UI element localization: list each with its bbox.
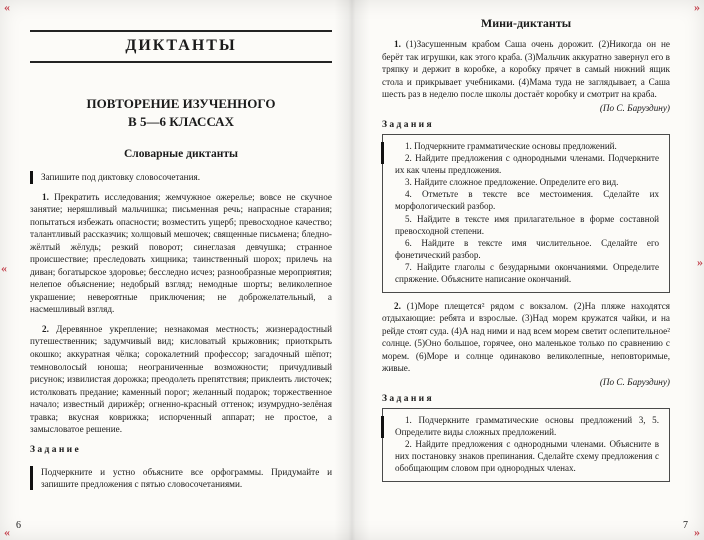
- task-item: 1. Подчеркните грамматические основы предложений 3, 5. Определите виды сложных предложений.: [395, 414, 659, 437]
- crop-mark-icon: «: [4, 0, 10, 14]
- task-instruction: Подчеркните и устно объясните все орфограммы. Придумайте и запишите предложения с пятью словосочетаниями.: [30, 466, 332, 491]
- task-label: З а д а н и е: [30, 444, 79, 455]
- crop-mark-icon: «: [1, 261, 7, 275]
- task-item: 5. Найдите в тексте имя прилагательное в форме составной превосходной степени.: [395, 213, 659, 236]
- task-item: 4. Отметьте в тексте все местоимения. Сделайте их морфологический разбор.: [395, 189, 659, 212]
- crop-mark-icon: »: [694, 0, 700, 14]
- paragraph-text: Деревянное укрепление; незнакомая местность; жизнерадостный путешественник; задумчивый вид; кисловатый крыжовник; приоткрыть окошко; аккуратная чёлка; сорокалетний профессор; загадочный шёпот; темноволосый юноша; неограниченные возможности; причудливый рисунок; извилистая дорожка; преодолеть препятствия; приклеить листочек; истолковать предание; каменный порог; желанный подарок; торжественное начало; известный дирижёр; огненно-красный оттенок; изумрудно-зелёная травка; вкусная коврижка; испорченный аппарат; не простое, а замысловатое решение.: [30, 323, 333, 435]
- task-item: 3. Найдите сложное предложение. Определите его вид.: [405, 177, 619, 188]
- dictation-text: [382, 300, 670, 375]
- task-item: 7. Найдите глаголы с безударными окончаниями. Определите спряжение. Объясните написание окончаний.: [395, 262, 659, 285]
- dictation-paragraph: [30, 323, 332, 436]
- tasks-box: [382, 134, 670, 293]
- crop-mark-icon: «: [4, 525, 10, 539]
- section-title: Мини-диктанты: [480, 16, 572, 30]
- text-body: (1)Засушенным крабом Саша очень дорожит. (2)Никогда он не берёт так игрушки, как этого краба. (3)Мальчик аккуратно завернул его в тряпку и держит в коробке, а коробку прячет в самый нижний ящик стола и прикрывает учебниками. (4)Мама туда не заглядывает, а Саша шесть раз в неделю после школы достаёт коробку и смотрит на краба.: [382, 39, 670, 100]
- section-heading-line1: ПОВТОРЕНИЕ ИЗУЧЕННОГО: [86, 96, 276, 111]
- chapter-title: ДИКТАНТЫ: [30, 30, 332, 63]
- subsection-heading: Словарные диктанты: [123, 148, 239, 161]
- crop-mark-icon: »: [697, 255, 703, 269]
- tasks-label: З а д а н и я: [382, 119, 432, 130]
- dictation-instruction: Запишите под диктовку словосочетания.: [30, 171, 332, 183]
- section-heading: [30, 95, 332, 131]
- text-number: 2.: [394, 300, 401, 311]
- crop-mark-icon: »: [694, 525, 700, 539]
- task-item: 1. Подчеркните грамматические основы предложений.: [405, 140, 617, 151]
- attribution: (По С. Баруздину): [599, 376, 670, 387]
- tasks-box: [382, 408, 670, 482]
- page-number: 6: [16, 520, 21, 531]
- dictation-paragraph: [30, 191, 332, 316]
- task-item: 6. Найдите в тексте имя числительное. Сделайте его фонетический разбор.: [395, 237, 659, 261]
- section-heading-line2: В 5—6 КЛАССАХ: [128, 114, 234, 130]
- dictation-text: [382, 38, 670, 101]
- attribution: (По С. Баруздину): [599, 102, 670, 113]
- right-page: [352, 0, 704, 540]
- task-item: 2. Найдите предложения с однородными членами. Подчеркните их как члены предложения.: [395, 152, 659, 175]
- task-item: 2. Найдите предложения с однородными членами. Объясните в них постановку знаков препинания. Сделайте схему предложения с обобщающим словом при однородных членах.: [395, 439, 659, 474]
- paragraph-number: 2.: [42, 323, 49, 334]
- text-body: (1)Море плещется² рядом с вокзалом. (2)На пляже находятся отдыхающие: ребята и взрослые. (3)Над морем кружатся чайки, и на рейде стоят суда. (4)А над ними и над всем морем светит ослепительное² солнце. (5)Оно большое, горячее, оно маленькое только по сравнению с морем. (6)Море и солнце одинаково великолепные, неповторимые, живые.: [382, 300, 670, 374]
- paragraph-number: 1.: [42, 191, 49, 202]
- tasks-label: З а д а н и я: [382, 393, 432, 404]
- paragraph-text: Прекратить исследования; жемчужное ожерелье; вовсе не скучное занятие; неряшливый мальчишка; письменная речь; напрасные старания; попытаться избежать опасности; возместить ущерб; превосходное качество; талантливый рассказчик; холщовый мешочек; священные письмена; бледно-жёлтый жёлудь; резкий поворот; синеглазая девчушка; странное происшествие; преследовать хищника; таинственный шорох; прилечь на диван; богатырское здоровье; бесследно исчез; разнообразные мероприятия; нелепое объяснение; недобрый взгляд; немодные шорты; великолепное украшение; невероятные приключения; не доброжелательный, а насмешливый взгляд.: [30, 191, 332, 315]
- page-number: 7: [683, 520, 688, 531]
- text-number: 1.: [394, 39, 401, 49]
